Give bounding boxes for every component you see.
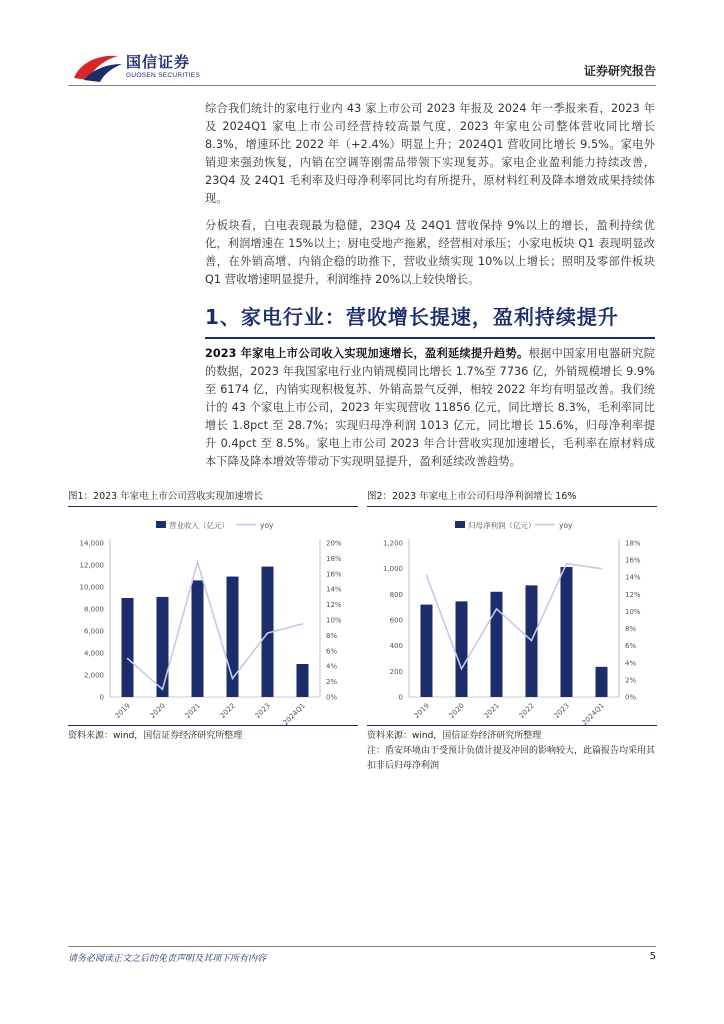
figure-2-source: 资料来源：wind，国信证券经济研究所整理 [367,731,542,741]
y-right-tick-label: 6% [326,647,338,656]
section-heading [205,295,655,339]
y-right-tick-label: 6% [625,642,637,651]
bar-2021 [491,592,503,697]
y-right-tick-label: 10% [326,616,342,625]
y-right-tick-label: 0% [625,693,637,702]
x-tick-label: 2021 [183,701,202,721]
x-tick-label: 2019 [113,701,132,721]
bar-2020 [157,597,169,697]
x-tick-label: 2024Q1 [580,701,606,727]
header-divider [68,85,656,86]
x-tick-label: 2024Q1 [281,701,307,727]
y-left-tick-label: 6,000 [83,627,104,636]
y-left-tick-label: 8,000 [83,605,104,614]
figure-1-frame [68,506,358,726]
y-left-tick-label: 400 [389,642,403,651]
figure-1-source: 资料来源：wind，国信证券经济研究所整理 [68,731,243,741]
x-tick-label: 2019 [412,701,431,721]
bar-2020 [456,601,468,697]
legend-bar-swatch [156,521,166,528]
page-number: 5 [649,951,656,962]
section-lead-bold: 2023 年家电上市公司收入实现加速增长，盈利延续提升趋势。 [205,347,529,360]
x-tick-label: 2021 [482,701,501,721]
footer-disclaimer: 请务必阅读正文之后的免责声明及其项下所有内容 [68,954,267,964]
summary-paragraph-1: 综合我们统计的家电行业内 43 家上市公司 2023 年报及 2024 年一季报来看，2023 年及 2024Q1 家电上市公司经营持较高景气度，2023 年家电公司整体营收同比增长 8.3%，增速环比 2022 年（+2.4%）明显上升；2024Q1 营收同比增长 9.5%。家电外销迎来强劲恢复，内销在空调等刚需品带领下实现复苏。家电企业盈利能力持续改善，23Q4 及 24Q1 毛利率及归母净利率同比均有所提升，原材料红利及降本增效成果持续体现。 [205,102,655,205]
y-left-tick-label: 200 [389,667,403,676]
y-left-tick-label: 4,000 [83,649,104,658]
chart-2 [367,507,657,727]
brand-name-cn: 国信证券 [126,53,191,71]
y-right-tick-label: 2% [625,676,637,685]
figure-2-frame [367,506,657,726]
x-tick-label: 2022 [218,701,237,721]
y-left-tick-label: 1,000 [382,565,403,574]
figure-2-note: 注：盾安环境由于受预计负债计提及冲回的影响较大，此篇报告均采用其扣非后归母净利润 [367,746,656,771]
bar-2023 [561,567,573,697]
section-paragraph [205,345,655,471]
yoy-point-2021 [197,561,199,563]
section-lead-text: 根据中国家用电器研究院的数据，2023 年我国家电行业内销规模同比增长 1.7%至 7736 亿，外销规模增长 9.9%至 6174 亿，内销实现积极复苏、外销高景气反弹，相较 2022 年均有明显改善。我们统计的 43 个家电上市公司，2023 年实现营收 11856 亿元，同比增长 8.3%，毛利率同比增长 1.8pct 至 28.7%；实现归母净利润 1013 亿元，同比增长 15.6%，归母净利率提升 0.4pct 至 8.5%。家电上市公司 2023 年合计营收实现加速增长，毛利率在原材料成本下降及降本增效等带动下实现明显提升，盈利延续改善趋势。 [205,347,655,468]
y-left-tick-label: 800 [389,590,403,599]
footer-divider [68,946,656,947]
figure-2-title: 图2：2023 年家电上市公司归母净利润增长 16% [367,491,577,502]
bar-2021 [192,580,204,697]
y-right-tick-label: 18% [625,539,641,548]
legend-line-label: yoy [559,521,573,530]
summary-block [205,100,655,289]
y-left-tick-label: 600 [389,616,403,625]
legend-bar-label: 归母净利润（亿元） [468,521,536,530]
yoy-point-2022 [531,640,533,642]
bar-2019 [122,598,134,697]
x-tick-label: 2020 [447,701,466,721]
page-header [0,0,724,90]
y-right-tick-label: 2% [326,678,338,687]
chart-1 [68,507,358,727]
y-right-tick-label: 14% [625,573,641,582]
y-right-tick-label: 20% [326,539,342,548]
brand-name-en: GUOSEN SECURITIES [126,72,201,79]
section-body [205,345,655,471]
y-right-tick-label: 12% [326,601,342,610]
y-right-tick-label: 8% [625,625,637,634]
y-right-tick-label: 4% [326,662,338,671]
legend-bar-label: 营业收入（亿元） [169,521,229,530]
report-type-label: 证券研究报告 [583,64,656,78]
bar-2024Q1 [297,664,309,697]
legend-bar-swatch [455,521,465,528]
figure-1 [68,488,358,744]
y-right-tick-label: 8% [326,631,338,640]
y-left-tick-label: 1,200 [382,539,403,548]
y-left-tick-label: 12,000 [79,561,104,570]
figure-2 [367,488,657,774]
y-right-tick-label: 14% [326,585,342,594]
bar-2019 [421,605,433,697]
y-left-tick-label: 14,000 [79,539,104,548]
y-right-tick-label: 12% [625,590,641,599]
yoy-point-2022 [232,678,234,680]
yoy-line [128,562,303,689]
summary-paragraph-2: 分板块看，白电表现最为稳健，23Q4 及 24Q1 营收保持 9%以上的增长，盈利持续优化，利润增速在 15%以上；厨电受地产拖累，经营相对承压；小家电板块 Q1 表现明显改善，在外销高增、内销企稳的助推下，营收业绩实现 10%以上增长；照明及零部件板块 Q1 营收增速明显提升，利润维持 20%以上较快增长。 [205,219,655,286]
legend-line-label: yoy [260,521,274,530]
x-tick-label: 2023 [552,701,571,721]
y-right-tick-label: 0% [326,693,338,702]
yoy-point-2023 [566,563,568,565]
yoy-point-2019 [127,658,129,660]
y-left-tick-label: 10,000 [79,583,104,592]
y-left-tick-label: 2,000 [83,671,104,680]
yoy-point-2024Q1 [302,623,304,625]
section-title-text: 1、家电行业：营收增长提速，盈利持续提升 [205,305,619,329]
yoy-point-2024Q1 [601,568,603,570]
y-left-tick-label: 0 [398,693,403,702]
y-right-tick-label: 16% [625,556,641,565]
yoy-point-2019 [426,575,428,577]
yoy-point-2023 [267,632,269,634]
x-tick-label: 2023 [253,701,272,721]
y-right-tick-label: 10% [625,607,641,616]
yoy-point-2020 [461,668,463,670]
bar-2024Q1 [596,667,608,697]
yoy-point-2020 [162,689,164,691]
yoy-line [427,564,602,669]
y-right-tick-label: 4% [625,659,637,668]
x-tick-label: 2020 [148,701,167,721]
x-tick-label: 2022 [517,701,536,721]
y-right-tick-label: 16% [326,570,342,579]
y-right-tick-label: 18% [326,554,342,563]
figure-1-title: 图1：2023 年家电上市公司营收实现加速增长 [68,491,263,502]
y-left-tick-label: 0 [99,693,104,702]
yoy-point-2021 [496,608,498,610]
